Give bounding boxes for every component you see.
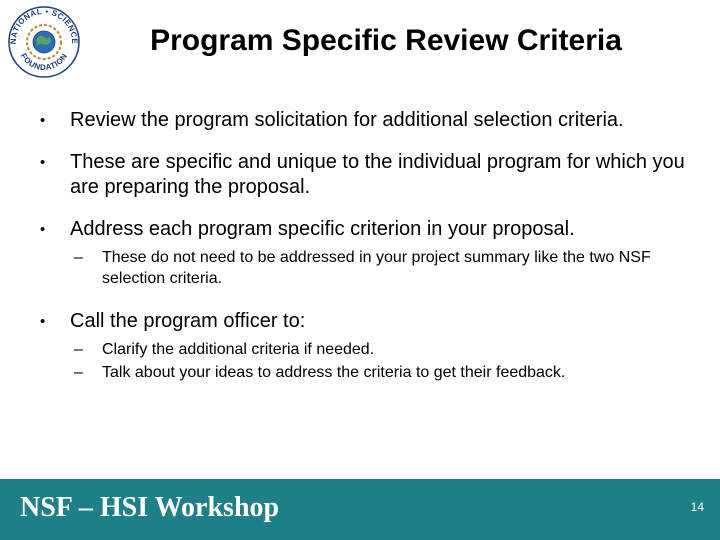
- nsf-logo: [6, 4, 82, 80]
- bullet-text: Address each program specific criterion in your proposal.: [70, 218, 575, 240]
- bullet-list: [40, 108, 700, 383]
- slide-number: 14: [690, 500, 704, 514]
- bullet-marker: •: [40, 221, 46, 238]
- bullet-item: [40, 309, 700, 334]
- bullet-marker: •: [40, 112, 46, 129]
- bullet-text: Review the program solicitation for additional selection criteria.: [70, 109, 624, 131]
- sub-bullet-item: [40, 362, 700, 383]
- bullet-item: [40, 150, 700, 200]
- bullet-marker: •: [40, 313, 46, 330]
- footer-title: NSF – HSI Workshop: [20, 492, 280, 523]
- sub-bullet-marker: –: [74, 341, 83, 358]
- sub-bullet-item: [40, 339, 700, 360]
- svg-text:FOUNDATION: FOUNDATION: [18, 51, 70, 73]
- bullet-item: [40, 217, 700, 242]
- svg-text:NATIONAL • SCIENCE: NATIONAL • SCIENCE: [8, 6, 80, 45]
- bullet-text: These are specific and unique to the individual program for which you are preparing the proposal.: [70, 151, 685, 198]
- slide-title: Program Specific Review Criteria: [150, 24, 622, 57]
- sub-bullet-marker: –: [74, 249, 83, 266]
- sub-bullet-item: [40, 247, 700, 289]
- bullet-item: [40, 108, 700, 133]
- bullet-marker: •: [40, 154, 46, 171]
- footer-bar: [0, 479, 720, 540]
- sub-bullet-text: These do not need to be addressed in your project summary like the two NSF selection criteria.: [102, 249, 651, 287]
- sub-bullet-marker: –: [74, 364, 83, 381]
- sub-bullet-text: Talk about your ideas to address the criteria to get their feedback.: [102, 364, 566, 381]
- sub-bullet-text: Clarify the additional criteria if needed.: [102, 341, 375, 358]
- bullet-text: Call the program officer to:: [70, 310, 306, 332]
